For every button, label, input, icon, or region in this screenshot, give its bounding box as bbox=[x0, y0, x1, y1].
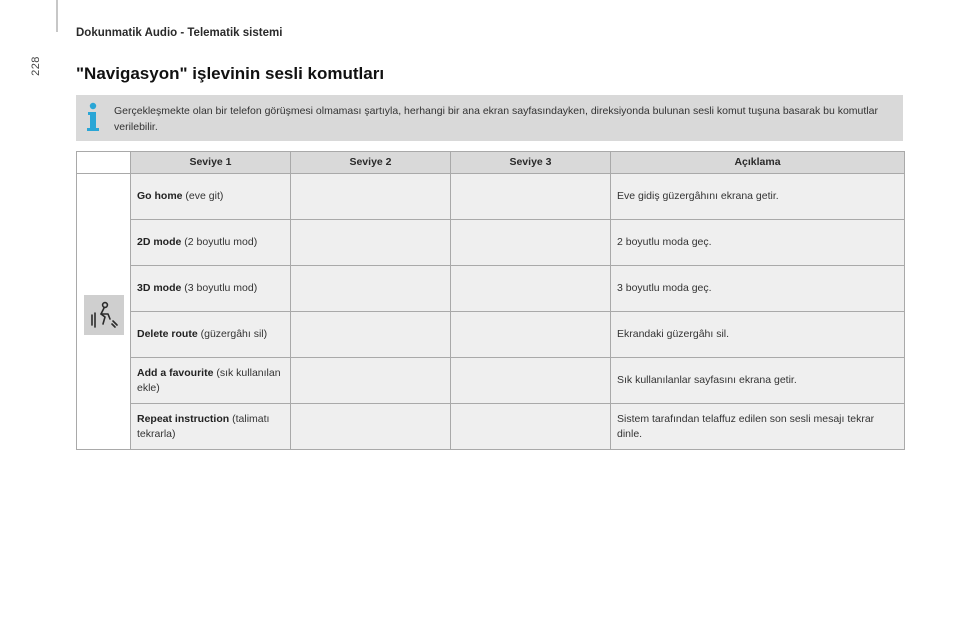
header-level1: Seviye 1 bbox=[131, 152, 291, 174]
icon-column-header bbox=[77, 152, 131, 174]
info-text: Gerçekleşmekte olan bir telefon görüşmesi olmaması şartıyla, herhangi bir ana ekran sayfasındayken, direksiyonda bulunan sesli komut tuşuna basarak bu komutlar verilebilir. bbox=[114, 105, 878, 133]
cell-level2 bbox=[291, 174, 451, 220]
cell-level2 bbox=[291, 358, 451, 404]
cell-level2 bbox=[291, 312, 451, 358]
icon-cell bbox=[77, 174, 131, 450]
voice-command-icon bbox=[84, 295, 124, 335]
page-number: 228 bbox=[29, 56, 42, 76]
cell-level1: Go home (eve git) bbox=[131, 174, 291, 220]
table-row bbox=[77, 266, 905, 312]
cell-level1: Delete route (güzergâhı sil) bbox=[131, 312, 291, 358]
cell-level2 bbox=[291, 266, 451, 312]
info-icon bbox=[84, 100, 102, 134]
table-row bbox=[77, 404, 905, 450]
cell-level1: 3D mode (3 boyutlu mod) bbox=[131, 266, 291, 312]
cell-level3 bbox=[451, 174, 611, 220]
header-level2: Seviye 2 bbox=[291, 152, 451, 174]
cell-description: 2 boyutlu moda geç. bbox=[611, 220, 905, 266]
cell-level1: 2D mode (2 boyutlu mod) bbox=[131, 220, 291, 266]
cell-level3 bbox=[451, 358, 611, 404]
table-row bbox=[77, 312, 905, 358]
cell-level2 bbox=[291, 404, 451, 450]
cell-description: 3 boyutlu moda geç. bbox=[611, 266, 905, 312]
cell-level3 bbox=[451, 312, 611, 358]
table-row bbox=[77, 174, 905, 220]
section-title: "Navigasyon" işlevinin sesli komutları bbox=[76, 64, 385, 83]
cell-description: Ekrandaki güzergâhı sil. bbox=[611, 312, 905, 358]
table-row bbox=[77, 358, 905, 404]
cell-description: Sık kullanılanlar sayfasını ekrana getir. bbox=[611, 358, 905, 404]
cell-level1: Add a favourite (sık kullanılan ekle) bbox=[131, 358, 291, 404]
header-level3: Seviye 3 bbox=[451, 152, 611, 174]
header-title: Dokunmatik Audio - Telematik sistemi bbox=[76, 27, 283, 39]
cell-description: Sistem tarafından telaffuz edilen son sesli mesajı tekrar dinle. bbox=[611, 404, 905, 450]
cell-description: Eve gidiş güzergâhını ekrana getir. bbox=[611, 174, 905, 220]
voice-command-table bbox=[76, 151, 905, 450]
cell-level3 bbox=[451, 404, 611, 450]
header-description: Açıklama bbox=[611, 152, 905, 174]
side-rule bbox=[56, 0, 58, 32]
cell-level1: Repeat instruction (talimatı tekrarla) bbox=[131, 404, 291, 450]
table-row bbox=[77, 220, 905, 266]
cell-level3 bbox=[451, 220, 611, 266]
table-header-row bbox=[77, 152, 905, 174]
info-box bbox=[76, 95, 903, 141]
cell-level3 bbox=[451, 266, 611, 312]
cell-level2 bbox=[291, 220, 451, 266]
